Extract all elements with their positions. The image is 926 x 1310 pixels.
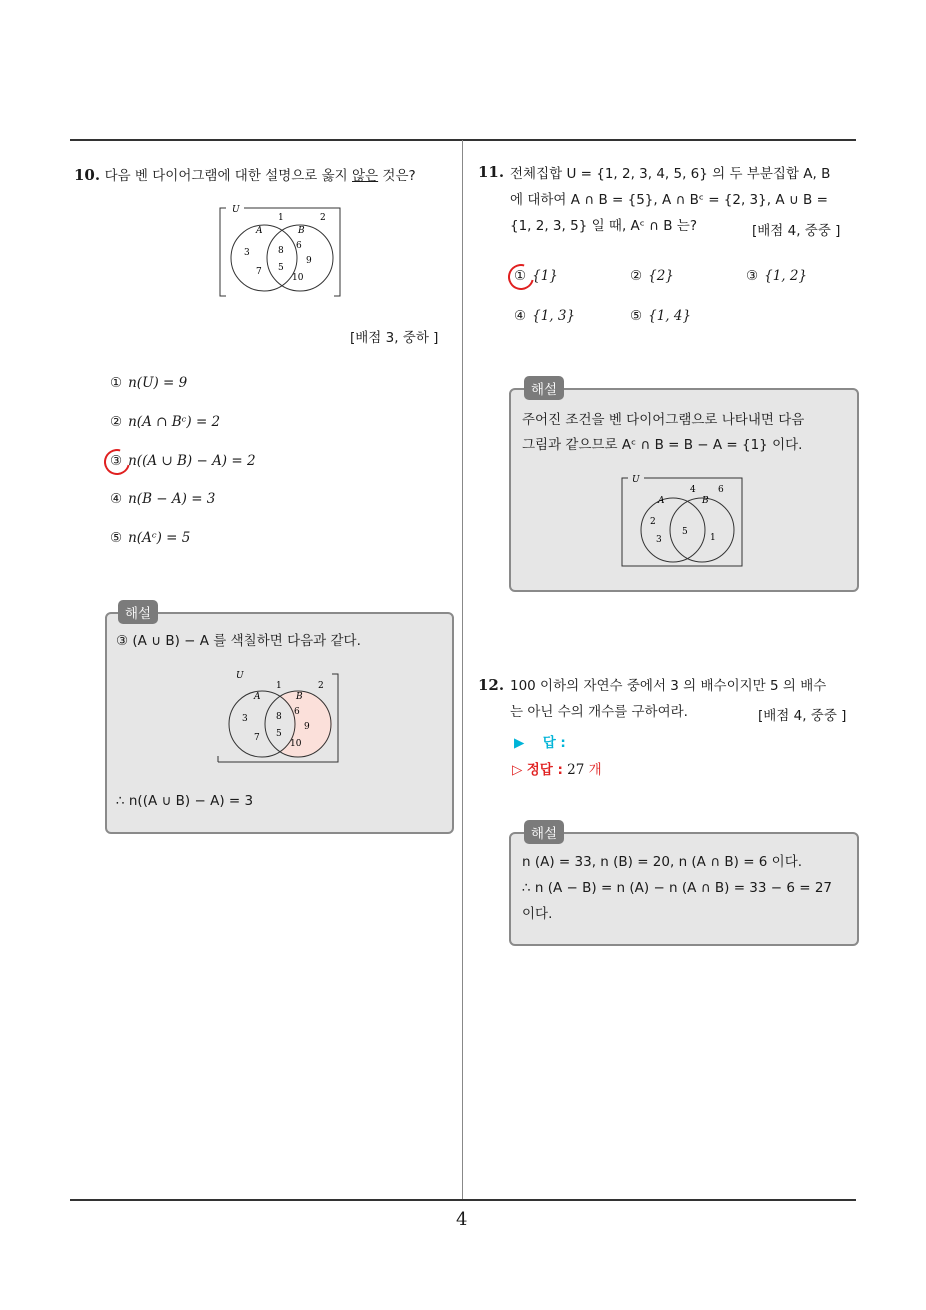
q10-solution-conclusion: ∴ n((A ∪ B) − A) = 3: [116, 793, 254, 809]
question-12-line1: 100 이하의 자연수 중에서 3 의 배수이지만 5 의 배수: [510, 678, 827, 694]
choice-mark: ②: [110, 414, 123, 430]
choice-text: {1, 3}: [532, 308, 576, 324]
svg-text:3: 3: [656, 535, 662, 545]
venn-circle-A: [231, 225, 297, 291]
q12-solution-tag: 해설: [524, 820, 564, 844]
choice-mark: ⑤: [630, 308, 643, 324]
venn-label-B: B: [298, 226, 305, 236]
svg-text:5: 5: [276, 729, 282, 739]
svg-text:3: 3: [244, 248, 250, 258]
svg-text:6: 6: [294, 707, 300, 717]
question-12-line2: 는 아닌 수의 개수를 구하여라.: [510, 704, 688, 720]
choice-3[interactable]: [110, 453, 256, 469]
q12-solution-line1: n (A) = 33, n (B) = 20, n (A ∩ B) = 6 이다.: [522, 854, 803, 870]
choice-3[interactable]: [746, 268, 807, 284]
question-number: 11.: [478, 163, 505, 181]
correct-value: 27: [567, 762, 585, 778]
svg-text:3: 3: [242, 714, 248, 724]
choice-text: n((A ∪ B) − A) = 2: [128, 453, 256, 469]
choice-mark: ③: [110, 453, 123, 469]
question-11-meta: [배점 4, 중중 ]: [752, 223, 841, 239]
question-11-line2: 에 대하여 A ∩ B = {5}, A ∩ Bᶜ = {2, 3}, A ∪ B =: [510, 192, 828, 208]
selected-answer-marker: [503, 259, 539, 295]
choice-1[interactable]: [110, 375, 187, 391]
choice-mark: ②: [630, 268, 643, 284]
q10-solution-line1: ③ (A ∪ B) − A 를 색칠하면 다음과 같다.: [116, 633, 361, 649]
choice-text: {2}: [648, 268, 674, 284]
svg-text:4: 4: [690, 485, 696, 495]
q11-solution-line2: 그림과 같으므로 Aᶜ ∩ B = B − A = {1} 이다.: [522, 437, 803, 453]
q11-solution-tag: 해설: [524, 376, 564, 400]
choice-mark: ⑤: [110, 530, 123, 546]
svg-text:A: A: [658, 496, 665, 506]
q11-solution-line1: 주어진 조건을 벤 다이어그램으로 나타내면 다음: [522, 412, 805, 428]
venn-label-A: A: [256, 226, 263, 236]
svg-text:A: A: [254, 692, 261, 702]
question-10-meta: [배점 3, 중하 ]: [350, 330, 439, 346]
choice-mark: ④: [514, 308, 527, 324]
choice-text: {1}: [532, 268, 558, 284]
choice-4[interactable]: [110, 491, 215, 507]
q12-solution-line2: ∴ n (A − B) = n (A) − n (A ∩ B) = 33 − 6 = 27: [522, 880, 833, 896]
correct-unit: 개: [588, 762, 602, 778]
svg-text:1: 1: [276, 681, 282, 691]
svg-text:2: 2: [318, 681, 324, 691]
q12-solution-line3: 이다.: [522, 906, 553, 922]
svg-text:1: 1: [278, 213, 284, 223]
svg-text:8: 8: [278, 246, 284, 256]
svg-text:6: 6: [718, 485, 724, 495]
choice-text: n(Aᶜ) = 5: [128, 530, 191, 546]
choice-text: n(U) = 9: [128, 375, 188, 391]
question-12: [478, 676, 504, 694]
question-11-line3: {1, 2, 3, 5} 일 때, Aᶜ ∩ B 는?: [510, 218, 697, 234]
choice-mark: ①: [110, 375, 123, 391]
correct-answer-row: [512, 758, 602, 778]
question-number: 10.: [74, 166, 101, 184]
svg-text:2: 2: [320, 213, 326, 223]
question-text: 다음 벤 다이어그램에 대한 설명으로 옳지 않은 것은?: [104, 168, 416, 184]
venn-label-U: U: [232, 205, 240, 215]
svg-text:6: 6: [296, 241, 302, 251]
svg-text:8: 8: [276, 712, 282, 722]
choice-text: {1, 2}: [764, 268, 808, 284]
svg-text:2: 2: [650, 517, 656, 527]
svg-text:U: U: [236, 671, 244, 681]
choice-5[interactable]: [110, 530, 190, 546]
svg-text:5: 5: [278, 263, 284, 273]
answer-input-row[interactable]: [514, 731, 566, 751]
svg-text:10: 10: [290, 739, 302, 749]
question-11-line1: 전체집합 U = {1, 2, 3, 4, 5, 6} 의 두 부분집합 A, B: [510, 166, 831, 182]
svg-text:7: 7: [256, 267, 262, 277]
question-12-meta: [배점 4, 중중 ]: [758, 708, 847, 724]
choice-text: n(B − A) = 3: [128, 491, 216, 507]
top-rule: [70, 139, 856, 141]
column-divider: [462, 140, 463, 1200]
choice-text: {1, 4}: [648, 308, 692, 324]
play-outline-icon: ▷: [512, 762, 523, 778]
svg-text:B: B: [296, 692, 303, 702]
choice-mark: ③: [746, 268, 759, 284]
choice-2[interactable]: [630, 268, 674, 284]
choice-text: n(A ∩ Bᶜ) = 2: [128, 414, 221, 430]
venn-diagram-q10-solution: [214, 668, 342, 766]
page-number: 4: [456, 1209, 468, 1230]
play-icon: ▶: [514, 735, 525, 751]
choice-5[interactable]: [630, 308, 691, 324]
correct-label: 정답 :: [526, 762, 563, 778]
svg-text:B: B: [702, 496, 709, 506]
choice-2[interactable]: [110, 414, 220, 430]
question-number: 12.: [478, 676, 505, 694]
venn-diagram-q10: [216, 200, 344, 302]
question-10: [74, 163, 459, 189]
svg-text:7: 7: [254, 733, 260, 743]
selected-answer-marker: [99, 444, 135, 480]
svg-text:1: 1: [710, 533, 716, 543]
q10-solution-tag: 해설: [118, 600, 158, 624]
bottom-rule: [70, 1199, 856, 1201]
choice-mark: ④: [110, 491, 123, 507]
choice-4[interactable]: [514, 308, 575, 324]
svg-text:9: 9: [306, 256, 312, 266]
answer-label: 답 :: [542, 735, 566, 751]
choice-mark: ①: [514, 268, 527, 284]
svg-text:9: 9: [304, 722, 310, 732]
svg-text:10: 10: [292, 273, 304, 283]
svg-text:5: 5: [682, 527, 688, 537]
venn-diagram-q11: [618, 472, 746, 570]
svg-text:U: U: [632, 475, 640, 485]
